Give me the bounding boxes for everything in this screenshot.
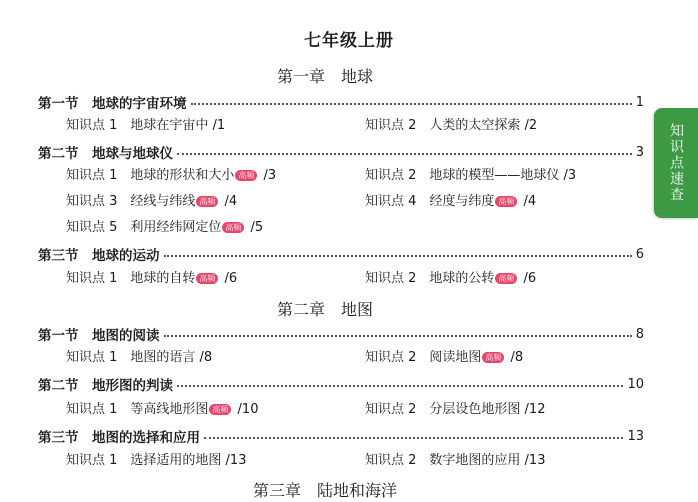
page-number: 1 [635, 94, 644, 110]
dot-leader [164, 335, 632, 337]
knowledge-point[interactable] [365, 116, 537, 136]
knowledge-point-label: 知识点 1 地球的形状和大小 [66, 168, 235, 183]
side-tab-label: 知识点速查 [668, 123, 684, 203]
page-ref: /4 [519, 194, 537, 209]
dot-leader [191, 103, 632, 105]
section-title: 第三节 地球的运动 [38, 248, 160, 264]
knowledge-point-label: 知识点 1 地球在宇宙中 [66, 118, 209, 133]
page-ref: /1 [208, 118, 226, 133]
knowledge-point-label: 知识点 1 选择适用的地图 [66, 453, 222, 468]
toc-section-row[interactable] [38, 374, 644, 394]
dot-leader [177, 385, 623, 387]
knowledge-point[interactable] [66, 218, 263, 238]
knowledge-point-label: 知识点 3 经线与纬线 [66, 194, 196, 209]
dot-leader [204, 437, 623, 439]
page-ref: /6 [519, 271, 537, 286]
section-title: 第二节 地球与地球仪 [38, 146, 173, 162]
page-ref: /4 [220, 194, 238, 209]
page-ref: /6 [220, 271, 238, 286]
knowledge-point-label: 知识点 1 地图的语言 [66, 350, 196, 365]
page-ref: /2 [520, 118, 538, 133]
page-ref: /13 [221, 453, 247, 468]
knowledge-point-label: 知识点 1 地球的自转 [66, 271, 196, 286]
page-ref: /13 [520, 453, 546, 468]
high-frequency-badge: 高频 [495, 196, 517, 207]
knowledge-point-label: 知识点 2 阅读地图 [365, 350, 482, 365]
knowledge-point[interactable] [66, 166, 276, 186]
page-ref: /12 [520, 402, 546, 417]
knowledge-point[interactable] [365, 166, 576, 186]
knowledge-point-label: 知识点 2 数字地图的应用 [365, 453, 521, 468]
page-number: 10 [627, 376, 644, 392]
page-number: 6 [635, 246, 644, 262]
section-title: 第三节 地图的选择和应用 [38, 430, 200, 446]
page-number: 8 [635, 326, 644, 342]
side-tab-quick-reference[interactable] [654, 108, 698, 218]
chapter-title: 第三章 陆地和海洋 [252, 481, 397, 500]
page-ref: /3 [559, 168, 577, 183]
high-frequency-badge: 高频 [209, 404, 231, 415]
section-title: 第一节 地球的宇宙环境 [38, 96, 187, 112]
page-ref: /8 [506, 350, 524, 365]
toc-section-row[interactable] [38, 324, 644, 344]
knowledge-point-label: 知识点 2 地球的公转 [365, 271, 495, 286]
knowledge-point[interactable] [66, 192, 237, 212]
knowledge-point[interactable] [365, 451, 545, 471]
book-title: 七年级上册 [304, 31, 394, 51]
knowledge-point[interactable] [365, 400, 545, 420]
page-ref: /3 [259, 168, 277, 183]
page-number: 3 [635, 144, 644, 160]
knowledge-point[interactable] [66, 348, 212, 368]
chapter-title: 第二章 地图 [276, 300, 373, 319]
knowledge-point-label: 知识点 5 利用经纬网定位 [66, 220, 222, 235]
high-frequency-badge: 高频 [495, 273, 517, 284]
knowledge-point-label: 知识点 1 等高线地形图 [66, 402, 209, 417]
dot-leader [164, 255, 632, 257]
page-ref: /10 [233, 402, 259, 417]
chapter-title: 第一章 地球 [276, 67, 373, 86]
high-frequency-badge: 高频 [196, 196, 218, 207]
knowledge-point[interactable] [66, 269, 237, 289]
dot-leader [177, 153, 632, 155]
knowledge-point-label: 知识点 2 分层设色地形图 [365, 402, 521, 417]
high-frequency-badge: 高频 [196, 273, 218, 284]
section-title: 第一节 地图的阅读 [38, 328, 160, 344]
toc-section-row[interactable] [38, 142, 644, 162]
knowledge-point[interactable] [66, 400, 258, 420]
knowledge-point[interactable] [66, 451, 246, 471]
knowledge-point[interactable] [66, 116, 225, 136]
page-ref: /5 [246, 220, 264, 235]
page-ref: /8 [195, 350, 213, 365]
knowledge-point[interactable] [365, 348, 523, 368]
knowledge-point-label: 知识点 2 地球的模型——地球仪 [365, 168, 560, 183]
knowledge-point-label: 知识点 2 人类的太空探索 [365, 118, 521, 133]
high-frequency-badge: 高频 [482, 352, 504, 363]
knowledge-point-label: 知识点 4 经度与纬度 [365, 194, 495, 209]
toc-section-row[interactable] [38, 92, 644, 112]
toc-section-row[interactable] [38, 244, 644, 264]
high-frequency-badge: 高频 [222, 222, 244, 233]
section-title: 第二节 地形图的判读 [38, 378, 173, 394]
knowledge-point[interactable] [365, 192, 536, 212]
toc-section-row[interactable] [38, 426, 644, 446]
high-frequency-badge: 高频 [235, 170, 257, 181]
knowledge-point[interactable] [365, 269, 536, 289]
page-number: 13 [627, 428, 644, 444]
